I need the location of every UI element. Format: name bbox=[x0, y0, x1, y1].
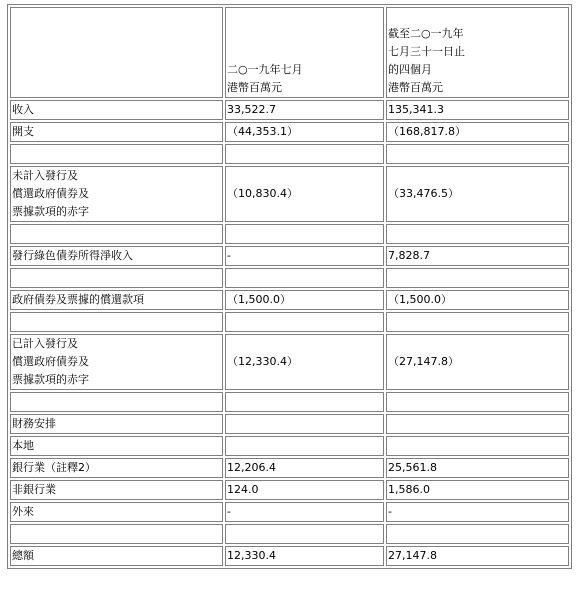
header-unit-line: 港幣百萬元 bbox=[388, 81, 443, 94]
spacer-cell bbox=[10, 392, 223, 412]
row-label: 已計入發行及 bbox=[12, 337, 78, 350]
row-label-cell bbox=[10, 334, 223, 390]
table-row bbox=[10, 414, 569, 434]
value-ytd-cell: 27,147.8 bbox=[386, 546, 569, 566]
table-row bbox=[10, 546, 569, 566]
value-ytd-cell: （27,147.8） bbox=[386, 334, 569, 390]
financial-table-body bbox=[10, 7, 569, 566]
value-month-cell bbox=[225, 414, 384, 434]
value-month-cell: （1,500.0） bbox=[225, 290, 384, 310]
row-label-cell bbox=[10, 414, 223, 434]
spacer-cell bbox=[386, 524, 569, 544]
table-row bbox=[10, 290, 569, 310]
value-month-cell: 124.0 bbox=[225, 480, 384, 500]
spacer-cell bbox=[10, 224, 223, 244]
spacer-cell bbox=[10, 144, 223, 164]
header-period-cell bbox=[225, 7, 384, 98]
spacer-cell bbox=[10, 524, 223, 544]
row-label-cell bbox=[10, 502, 223, 522]
value-month-cell: （44,353.1） bbox=[225, 122, 384, 142]
spacer-cell bbox=[386, 312, 569, 332]
table-row bbox=[10, 502, 569, 522]
value-month-cell: - bbox=[225, 502, 384, 522]
header-period-line: 二○一九年七月 bbox=[227, 63, 303, 76]
spacer-cell bbox=[386, 224, 569, 244]
row-label-cell bbox=[10, 100, 223, 120]
value-ytd-cell: 25,561.8 bbox=[386, 458, 569, 478]
value-ytd-cell bbox=[386, 414, 569, 434]
row-label: 外來 bbox=[12, 505, 34, 518]
value-ytd-cell: 1,586.0 bbox=[386, 480, 569, 500]
table-row bbox=[10, 246, 569, 266]
spacer-cell bbox=[225, 224, 384, 244]
row-label-cell bbox=[10, 436, 223, 456]
spacer-row bbox=[10, 144, 569, 164]
spacer-cell bbox=[386, 392, 569, 412]
row-label-cell bbox=[10, 246, 223, 266]
spacer-cell bbox=[10, 312, 223, 332]
row-label-cell bbox=[10, 122, 223, 142]
row-label-cell bbox=[10, 480, 223, 500]
value-month-cell: 33,522.7 bbox=[225, 100, 384, 120]
row-label: 總額 bbox=[12, 549, 34, 562]
spacer-row bbox=[10, 312, 569, 332]
spacer-row bbox=[10, 224, 569, 244]
value-month-cell bbox=[225, 436, 384, 456]
row-label: 償還政府債券及 bbox=[12, 355, 89, 368]
row-label-cell bbox=[10, 290, 223, 310]
table-row bbox=[10, 480, 569, 500]
header-ytd-line: 的四個月 bbox=[388, 63, 432, 76]
value-ytd-cell: 7,828.7 bbox=[386, 246, 569, 266]
row-label: 本地 bbox=[12, 439, 34, 452]
spacer-cell bbox=[10, 268, 223, 288]
spacer-cell bbox=[386, 144, 569, 164]
spacer-row bbox=[10, 524, 569, 544]
row-label: 償還政府債券及 bbox=[12, 187, 89, 200]
row-label: 票據款項的赤字 bbox=[12, 373, 89, 386]
header-row bbox=[10, 7, 569, 98]
row-label-cell bbox=[10, 546, 223, 566]
row-label: 政府債券及票據的償還款項 bbox=[12, 293, 144, 306]
spacer-row bbox=[10, 268, 569, 288]
header-blank-cell bbox=[10, 7, 223, 98]
header-unit-line: 港幣百萬元 bbox=[227, 81, 282, 94]
value-month-cell: - bbox=[225, 246, 384, 266]
value-ytd-cell bbox=[386, 436, 569, 456]
row-label: 開支 bbox=[12, 125, 34, 138]
row-label: 票據款項的赤字 bbox=[12, 205, 89, 218]
row-label: 財務安排 bbox=[12, 417, 56, 430]
table-row bbox=[10, 166, 569, 222]
row-label: 銀行業（註釋2） bbox=[12, 461, 96, 474]
value-month-cell: 12,206.4 bbox=[225, 458, 384, 478]
value-ytd-cell: - bbox=[386, 502, 569, 522]
table-row bbox=[10, 436, 569, 456]
header-ytd-line: 截至二○一九年 bbox=[388, 27, 464, 40]
row-label-cell bbox=[10, 458, 223, 478]
table-row bbox=[10, 100, 569, 120]
row-label: 發行綠色債券所得淨收入 bbox=[12, 249, 133, 262]
value-ytd-cell: （168,817.8） bbox=[386, 122, 569, 142]
value-month-cell: 12,330.4 bbox=[225, 546, 384, 566]
row-label: 未計入發行及 bbox=[12, 169, 78, 182]
spacer-cell bbox=[225, 392, 384, 412]
row-label: 收入 bbox=[12, 103, 34, 116]
table-row bbox=[10, 458, 569, 478]
financial-table bbox=[7, 4, 572, 569]
header-ytd-line: 七月三十一日止 bbox=[388, 45, 465, 58]
spacer-cell bbox=[386, 268, 569, 288]
spacer-cell bbox=[225, 144, 384, 164]
value-month-cell: （12,330.4） bbox=[225, 334, 384, 390]
row-label-cell bbox=[10, 166, 223, 222]
row-label: 非銀行業 bbox=[12, 483, 56, 496]
spacer-cell bbox=[225, 312, 384, 332]
value-ytd-cell: 135,341.3 bbox=[386, 100, 569, 120]
spacer-cell bbox=[225, 268, 384, 288]
table-row bbox=[10, 334, 569, 390]
value-ytd-cell: （1,500.0） bbox=[386, 290, 569, 310]
spacer-row bbox=[10, 392, 569, 412]
value-ytd-cell: （33,476.5） bbox=[386, 166, 569, 222]
header-ytd-cell bbox=[386, 7, 569, 98]
table-row bbox=[10, 122, 569, 142]
spacer-cell bbox=[225, 524, 384, 544]
value-month-cell: （10,830.4） bbox=[225, 166, 384, 222]
